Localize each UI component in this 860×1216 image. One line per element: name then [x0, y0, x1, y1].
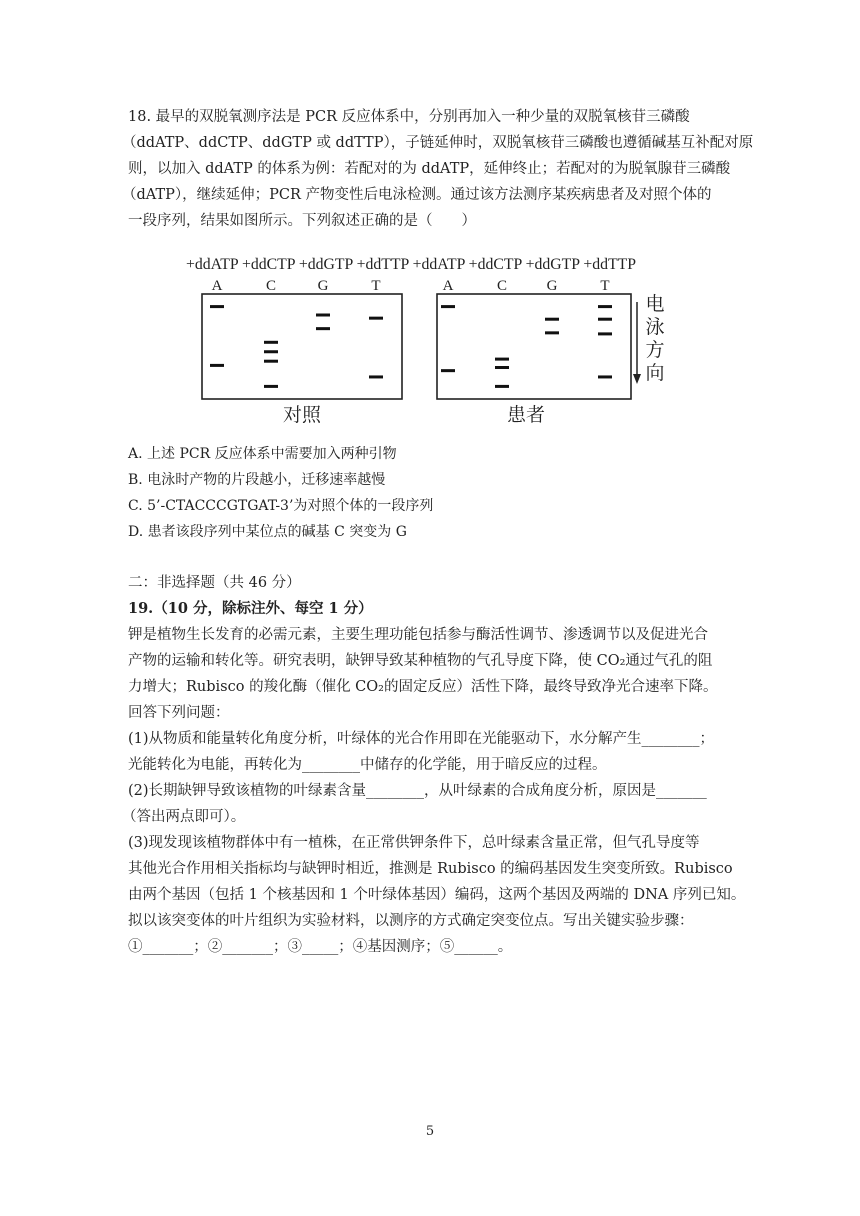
gel-band — [495, 385, 509, 388]
q19-line: ①_______；②_______；③_____；④基因测序；⑤______。 — [128, 939, 513, 955]
direction-arrow-head — [633, 374, 641, 384]
q18-line: 则，以加入 ddATP 的体系为例：若配对的为 ddATP，延伸终止；若配对的为脱氧腺苷三磷酸 — [128, 161, 731, 177]
option-c: C. 5’-CTACCCGTGAT-3’为对照个体的一段序列 — [128, 498, 434, 514]
q18-line: （dATP），继续延伸；PCR 产物变性后电泳检测。通过该方法测序某疾病患者及对照个体的 — [122, 187, 712, 203]
q19-line: 产物的运输和转化等。研究表明，缺钾导致某种植物的气孔导度下降，使 CO₂通过气孔的阻 — [128, 653, 713, 669]
gel-band — [495, 358, 509, 361]
gel-band — [369, 317, 383, 320]
gel-band — [545, 318, 559, 321]
gel-band — [316, 314, 330, 317]
figure-header: +ddATP +ddCTP +ddGTP +ddTTP +ddATP +ddCTP +ddGTP +ddTTP — [186, 256, 636, 273]
option-b: B. 电泳时产物的片段越小，迁移速率越慢 — [128, 472, 386, 488]
lane-letter-a: A — [211, 278, 223, 294]
control-label: 对照 — [282, 405, 322, 426]
q19-line: 回答下列问题： — [128, 705, 230, 721]
gel-band — [441, 369, 455, 372]
q19-line: （答出两点即可）。 — [122, 809, 246, 825]
patient-gel-frame — [437, 294, 631, 399]
gel-band — [264, 341, 278, 344]
option-d: D. 患者该段序列中某位点的碱基 C 突变为 G — [128, 524, 407, 540]
gel-band — [210, 305, 224, 308]
gel-band — [598, 305, 612, 308]
q19-line: (2)长期缺钾导致该植物的叶绿素含量________，从叶绿素的合成角度分析，原因是_______ — [128, 783, 707, 799]
q19-line: 钾是植物生长发育的必需元素，主要生理功能包括参与酶活性调节、渗透调节以及促进光合 — [128, 627, 708, 643]
option-a: A. 上述 PCR 反应体系中需要加入两种引物 — [128, 446, 397, 462]
gel-band — [369, 375, 383, 378]
lane-letter-c: C — [265, 278, 277, 294]
gel-band — [545, 331, 559, 334]
q19-header: 19.（10 分，除标注外、每空 1 分） — [128, 600, 373, 617]
lane-letter-c: C — [496, 278, 508, 294]
gel-band — [316, 327, 330, 330]
q18-line: 一段序列，结果如图所示。下列叙述正确的是（ ） — [128, 213, 476, 229]
q19-line: 光能转化为电能，再转化为________中储存的化学能，用于暗反应的过程。 — [128, 757, 607, 773]
gel-band — [598, 318, 612, 321]
gel-band — [495, 366, 509, 369]
direction-char: 电 — [645, 294, 665, 315]
q19-line: 拟以该突变体的叶片组织为实验材料，以测序的方式确定突变位点。写出关键实验步骤： — [128, 913, 694, 929]
q19-line: (1)从物质和能量转化角度分析，叶绿体的光合作用即在光能驱动下，水分解产生________； — [128, 731, 715, 747]
direction-char: 方 — [645, 340, 665, 361]
q19-line: (3)现发现该植物群体中有一植株，在正常供钾条件下，总叶绿素含量正常，但气孔导度等 — [128, 835, 700, 851]
direction-char: 泳 — [645, 317, 665, 338]
direction-char: 向 — [645, 363, 665, 384]
lane-letter-t: T — [600, 278, 610, 294]
section-title: 二：非选择题（共 46 分） — [128, 575, 301, 591]
gel-band — [598, 375, 612, 378]
lane-letter-a: A — [442, 278, 454, 294]
gel-band — [264, 360, 278, 363]
patient-label: 患者 — [506, 405, 546, 426]
page-number: 5 — [425, 1124, 435, 1139]
electrophoresis-figure — [186, 250, 665, 430]
lane-letter-g: G — [546, 278, 558, 294]
q19-line: 其他光合作用相关指标均与缺钾时相近，推测是 Rubisco 的编码基因发生突变所致。Rubisco — [128, 861, 733, 877]
q19-line: 力增大；Rubisco 的羧化酶（催化 CO₂的固定反应）活性下降，最终导致净光合速率下降。 — [128, 679, 718, 695]
control-gel-frame — [202, 294, 402, 399]
q18-line: 18. 最早的双脱氧测序法是 PCR 反应体系中，分别再加入一种少量的双脱氧核苷三磷酸 — [128, 109, 690, 125]
lane-letter-t: T — [371, 278, 381, 294]
q18-line: （ddATP、ddCTP、ddGTP 或 ddTTP），子链延伸时，双脱氧核苷三磷酸也遵循碱基互补配对原 — [122, 135, 754, 151]
gel-band — [264, 350, 278, 353]
gel-band — [210, 364, 224, 367]
gel-band — [441, 305, 455, 308]
gel-band — [598, 332, 612, 335]
gel-band — [264, 385, 278, 388]
q19-line: 由两个基因（包括 1 个核基因和 1 个叶绿体基因）编码，这两个基因及两端的 DNA 序列已知。 — [128, 887, 746, 903]
lane-letter-g: G — [317, 278, 329, 294]
